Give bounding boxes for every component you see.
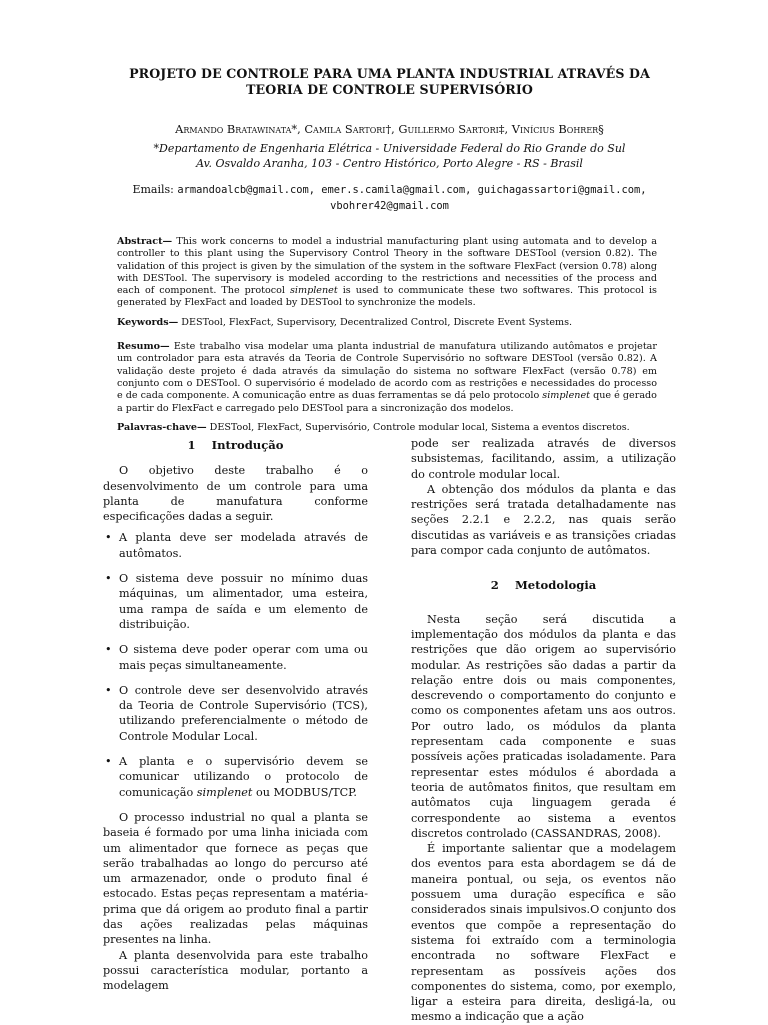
requirements-list bbox=[103, 530, 368, 799]
emails-line-2[interactable]: vbohrer42@gmail.com bbox=[330, 200, 449, 212]
resumo: Resumo— Este trabalho visa modelar uma planta industrial de manufatura utilizando autômatos e projetar um controlador para esta através da Teoria de Controle Supervisório no software DESTool (versão 0.82). A validação deste projeto é dada através da simulação do sistema no software FlexFact (versão 0.78) em conjunto com o DESTool. O supervisório é modelado de acordo com as restrições e necessidades do processo e de cada componente. A comunicação entre as duas ferramentas se dá pelo protocolo simplenet que é gerado a partir do FlexFact e carregado pelo DESTool para a sincronização dos modelos. bbox=[117, 341, 657, 414]
paragraph: A obtenção dos módulos da planta e das restrições será tratada detalhadamente nas seções 2.2.1 e 2.2.2, nas quais serão discutidas as variáveis e as transições criadas para compor cada conjunto de autômatos. bbox=[411, 482, 676, 558]
paragraph: A planta desenvolvida para este trabalho possui característica modular, portanto a modelagem bbox=[103, 948, 368, 993]
emails bbox=[103, 182, 676, 214]
paragraph: Nesta seção será discutida a implementação dos módulos da planta e das restrições que dão origem ao supervisório modular. As restrições são dadas a partir da relação entre dois ou mais componentes, descrevendo o comportamento do conjunto e como os componentes afetam uns aos outros. Por outro lado, os módulos da planta representam cada componente e suas possíveis ações praticadas isoladamente. Para representar estes módulos é abordada a teoria de autômatos finitos, que resultam em autômatos cuja linguagem gerada é correspondente ao sistema a eventos discretos controlado (CASSANDRAS, 2008). bbox=[411, 612, 676, 840]
list-item: • A planta deve ser modelada através de autômatos. bbox=[119, 530, 368, 561]
list-item: • O sistema deve possuir no mínimo duas máquinas, um alimentador, uma esteira, uma rampa de saída e um elemento de distribuição. bbox=[119, 571, 368, 632]
section-1-heading: 1 Introdução bbox=[187, 438, 284, 452]
abstract-label: Abstract— bbox=[117, 236, 173, 247]
keywords: Keywords— DESTool, FlexFact, Supervisory, Decentralized Control, Discrete Event Systems. bbox=[117, 316, 573, 328]
paragraph: pode ser realizada através de diversos subsistemas, facilitando, assim, a utilização do controle modular local. bbox=[411, 437, 676, 481]
palavras-label: Palavras-chave— bbox=[117, 421, 207, 433]
abstract: Abstract— This work concerns to model a industrial manufacturing plant using automata and to develop a controller to this plant using the Supervisory Control Theory in the software DESTool (version 0.82). The validation of this project is given by the simulation of the system in the software FlexFact (version 0.78) along with DESTool. The supervisory is modeled according to the restrictions and necessities of the process and each of component. The protocol simplenet is used to communicate these two softwares. This protocol is generated by FlexFact and loaded by DESTool to synchronize the models. bbox=[117, 236, 657, 309]
resumo-label: Resumo— bbox=[117, 341, 170, 353]
paper-title: PROJETO DE CONTROLE PARA UMA PLANTA INDUSTRIAL ATRAVÉS DA TEORIA DE CONTROLE SUPERVISÓRIO bbox=[129, 66, 650, 97]
body-columns bbox=[103, 438, 676, 1025]
keywords-label: Keywords— bbox=[117, 316, 179, 328]
palavras-chave: Palavras-chave— DESTool, FlexFact, Supervisório, Controle modular local, Sistema a eventos discretos. bbox=[117, 421, 630, 433]
paragraph: O objetivo deste trabalho é o desenvolvimento de um controle para uma planta de manufatura conforme especificações dadas a seguir. bbox=[103, 464, 368, 524]
list-item: • A planta e o supervisório devem se comunicar utilizando o protocolo de comunicação simplenet ou MODBUS/TCP. bbox=[119, 754, 368, 800]
paragraph: É importante salientar que a modelagem dos eventos para esta abordagem se dá de maneira pontual, ou seja, os eventos não possuem uma duração específica e são considerados sinais impulsivos.O conjunto dos eventos que compõe a representação do sistema foi extraído com a terminologia encontrada no software FlexFact e representam as possíveis ações dos componentes do sistema, como, por exemplo, ligar a esteira para direita, desligá-la, ou mesmo a indicação que a ação bbox=[411, 842, 676, 1024]
left-column bbox=[103, 438, 368, 1025]
right-column bbox=[411, 436, 676, 1025]
section-2-heading: 2 Metodologia bbox=[490, 578, 597, 593]
affiliation: *Departamento de Engenharia Elétrica - Universidade Federal do Rio Grande do Sul Av. Osvaldo Aranha, 103 - Centro Histórico, Porto Alegre - RS - Brasil bbox=[153, 142, 626, 170]
paragraph: O processo industrial no qual a planta se baseia é formado por uma linha iniciada com um alimentador que fornece as peças que serão trabalhadas ao longo do percurso até um armazenador, onde o produto final é estocado. Estas peças representam a matéria-prima que dá origem ao produto final a partir das ações realizadas pelas máquinas presentes na linha. bbox=[103, 810, 368, 947]
emails-line-1[interactable]: armandoalcb@gmail.com, emer.s.camila@gmail.com, guichagassartori@gmail.com, bbox=[177, 184, 647, 196]
list-item: • O controle deve ser desenvolvido através da Teoria de Controle Supervisório (TCS), utilizando preferencialmente o método de Controle Modular Local. bbox=[119, 683, 368, 744]
list-item: • O sistema deve poder operar com uma ou mais peças simultaneamente. bbox=[119, 642, 368, 673]
authors: Armando Bratawinata*, Camila Sartori†, Guillermo Sartori‡, Vinícius Bohrer§ bbox=[175, 122, 604, 136]
emails-label: Emails: bbox=[132, 183, 174, 196]
